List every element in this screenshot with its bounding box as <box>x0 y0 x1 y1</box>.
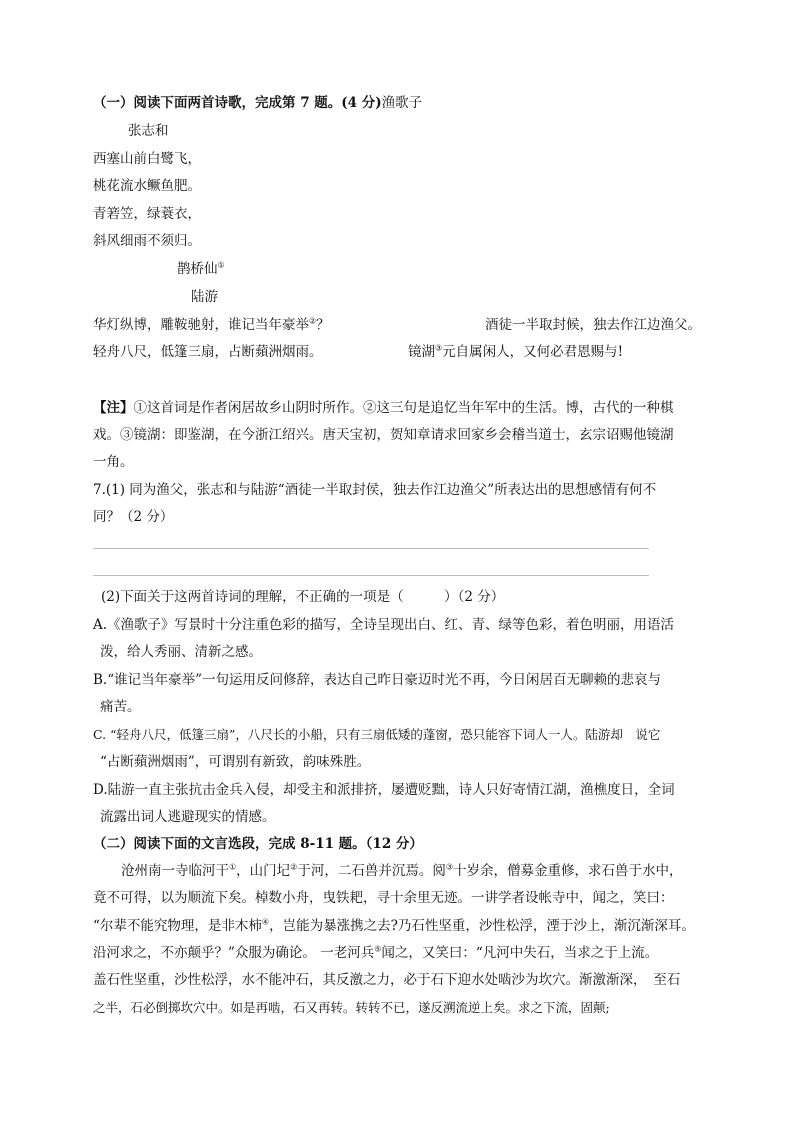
footnote-marker: ① <box>217 260 225 270</box>
poem2-line-1a <box>93 316 330 334</box>
option-b-line-2: 痛苦。 <box>100 699 141 715</box>
question-7-2: (2)下面关于这两首诗词的理解，不正确的一项是（ ）（2 分） <box>101 589 505 605</box>
passage-text: 于河，二石兽并沉焉。阅 <box>297 863 446 879</box>
answer-line-2[interactable] <box>93 575 649 576</box>
passage-line-2: 竟不可得，以为顺流下矣。棹数小舟，曳铁耙，寻十余里无迹。一讲学者设帐寺中，闻之，笑曰： <box>93 890 674 906</box>
notes-line-1 <box>93 399 674 417</box>
passage-line-6: 之半，石必倒掷坎穴中。如是再啮，石又再转。转转不已，遂反溯流逆上矣。求之下流，固颠; <box>93 1000 610 1015</box>
option-d-line-2: 流露出词人逃避现实的情感。 <box>100 809 276 825</box>
poem2-text: ？ <box>316 317 330 333</box>
passage-line-3 <box>93 917 695 935</box>
section2-heading: （二）阅读下面的文言选段，完成 8-11 题。（12 分） <box>93 836 423 852</box>
footnote-marker: ② <box>290 862 298 872</box>
footnote-marker: ③ <box>445 862 454 872</box>
notes-label: 【注】 <box>93 400 134 416</box>
section1-heading: （一）阅读下面两首诗歌，完成第 7 题。(4 分) <box>93 95 382 111</box>
option-a-line-2: 泼，给人秀丽、清新之感。 <box>100 644 262 660</box>
poem2-title-line <box>177 260 225 278</box>
poem1-author: 张志和 <box>128 123 169 139</box>
passage-text: 沧州南一寺临河干 <box>121 863 229 879</box>
poem1-line-2: 桃花流水鳜鱼肥。 <box>93 178 201 194</box>
question-7-1-line-1: 7.(1) 同为渔父，张志和与陆游“酒徒一半取封侯，独去作江边渔父”所表达出的思想感情有何不 <box>93 482 657 498</box>
poem2-line-1c: 酒徒一半取封候，独去作江边渔父。 <box>485 317 701 333</box>
passage-line-5: 盖石性坚重，沙性松浮，水不能冲石，其反激之力，必于石下迎水处啮沙为坎穴。渐激渐深， 至石 <box>93 972 681 988</box>
poem2-line-2a: 轻舟八尺，低篷三扇，占断蘋洲烟雨。 <box>93 344 323 360</box>
poem1-title: 渔歌子 <box>381 95 423 111</box>
poem2-title: 鹊桥仙 <box>177 261 218 277</box>
footnote-marker: ① <box>229 862 237 872</box>
footnote-marker: ⑤ <box>374 944 382 954</box>
option-d-line-1: D.陆游一直主张抗击金兵入侵，却受主和派排挤，屡遭贬黜，诗人只好寄情江湖，渔樵度日，全词 <box>93 782 675 798</box>
notes-text: ①这首词是作者闲居故乡山阴时所作。②这三句是追忆当年军中的生活。博，古代的一种棋 <box>133 400 674 416</box>
question-7-1-line-2: 同？（2 分） <box>93 509 174 525</box>
poem1-line-1: 西塞山前白鹭飞， <box>93 151 201 167</box>
option-b-line-1: B.“谁记当年豪举”一句运用反问修辞，表达自己昨日豪迈时光不再，今日闲居百无聊赖的悲哀与 <box>93 672 662 688</box>
section1-heading-line <box>93 94 422 112</box>
footnote-marker: ② <box>309 316 317 326</box>
footnote-marker: ④ <box>261 917 270 927</box>
option-c-line-1: C. “轻舟八尺，低篷三扇”，八尺长的小船，只有三扇低矮的蓬窗，恐只能容下词人一人。陆游却 说它 <box>93 727 661 742</box>
option-a-line-1: A.《渔歌子》写景时十分注重色彩的描写，全诗呈现出白、红、青、绿等色彩，着色明丽，用语活 <box>93 617 675 633</box>
poem2-text: 镜湖 <box>408 344 435 360</box>
passage-text: 沿河求之，不亦颠乎？”众服为确论。 一老河兵 <box>93 945 375 961</box>
passage-text: 闻之，又笑曰：“凡河中失石，当求之于上流。 <box>381 945 659 961</box>
passage-line-1 <box>121 862 683 880</box>
passage-text: “尔辈不能究物理，是非木柿 <box>93 918 262 934</box>
passage-text: ，岂能为暴涨携之去?乃石性坚重，沙性松浮，湮于沙上，渐沉渐深耳。 <box>269 918 695 934</box>
poem2-text: 元自属闲人，又何必君恩赐与! <box>442 344 624 360</box>
passage-line-4 <box>93 944 658 962</box>
passage-text: 十岁余，僧募金重修，求石兽于水中， <box>453 863 683 879</box>
answer-line-1[interactable] <box>93 548 649 549</box>
notes-line-3: 一角。 <box>93 454 134 470</box>
footnote-marker: ③ <box>435 343 443 353</box>
poem1-line-4: 斜风细雨不须归。 <box>93 233 201 249</box>
passage-text: ，山门圮 <box>236 863 291 879</box>
notes-line-2: 戏。③镜湖：即鉴湖，在今浙江绍兴。唐天宝初，贺知章请求回家乡会稽当道士，玄宗诏赐他镜湖 <box>93 427 674 443</box>
poem2-author: 陆游 <box>191 289 218 305</box>
poem2-line-2b <box>408 343 623 361</box>
option-c-line-2: “占断蘋洲烟雨”，可谓别有新致，韵味殊胜。 <box>100 754 371 770</box>
poem2-text: 华灯纵博，雕鞍驰射，谁记当年豪举 <box>93 317 309 333</box>
poem1-line-3: 青箬笠，绿蓑衣， <box>93 206 201 222</box>
